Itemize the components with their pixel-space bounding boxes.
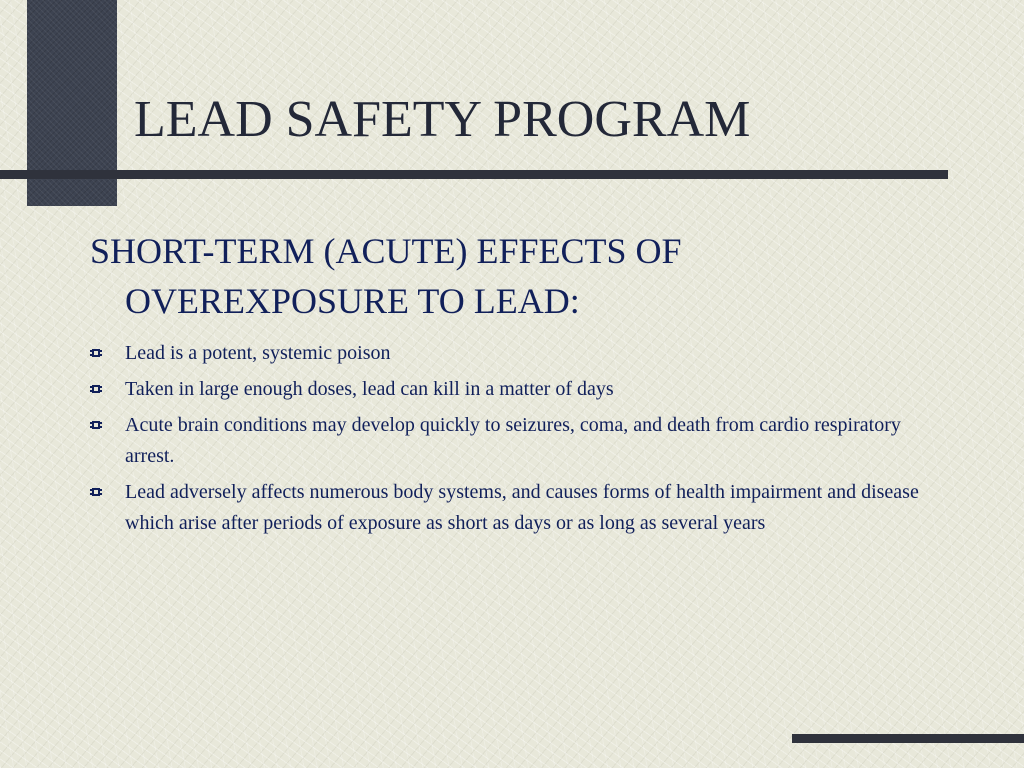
title-underline-rule — [0, 170, 948, 179]
bullet-item — [88, 374, 948, 405]
bullet-text: Lead is a potent, systemic poison — [125, 342, 391, 364]
square-bullet-icon — [90, 383, 102, 395]
footer-rule — [792, 734, 1024, 743]
square-bullet-icon — [90, 347, 102, 359]
slide-title: LEAD SAFETY PROGRAM — [134, 91, 751, 148]
bullet-item — [88, 477, 948, 539]
bullet-text: Acute brain conditions may develop quickly to seizures, coma, and death from cardio respiratory arrest. — [125, 414, 901, 467]
bullet-item — [88, 410, 948, 472]
square-bullet-icon — [90, 486, 102, 498]
bullet-text: Taken in large enough doses, lead can kill in a matter of days — [125, 378, 614, 400]
slide-subheading: SHORT-TERM (ACUTE) EFFECTS OF OVEREXPOSURE TO LEAD: — [90, 231, 682, 321]
bullet-text: Lead adversely affects numerous body systems, and causes forms of health impairment and disease which arise after periods of exposure as short as days or as long as several years — [125, 481, 919, 534]
square-bullet-icon — [90, 419, 102, 431]
bullet-item — [88, 338, 948, 369]
bullet-list — [88, 338, 948, 544]
